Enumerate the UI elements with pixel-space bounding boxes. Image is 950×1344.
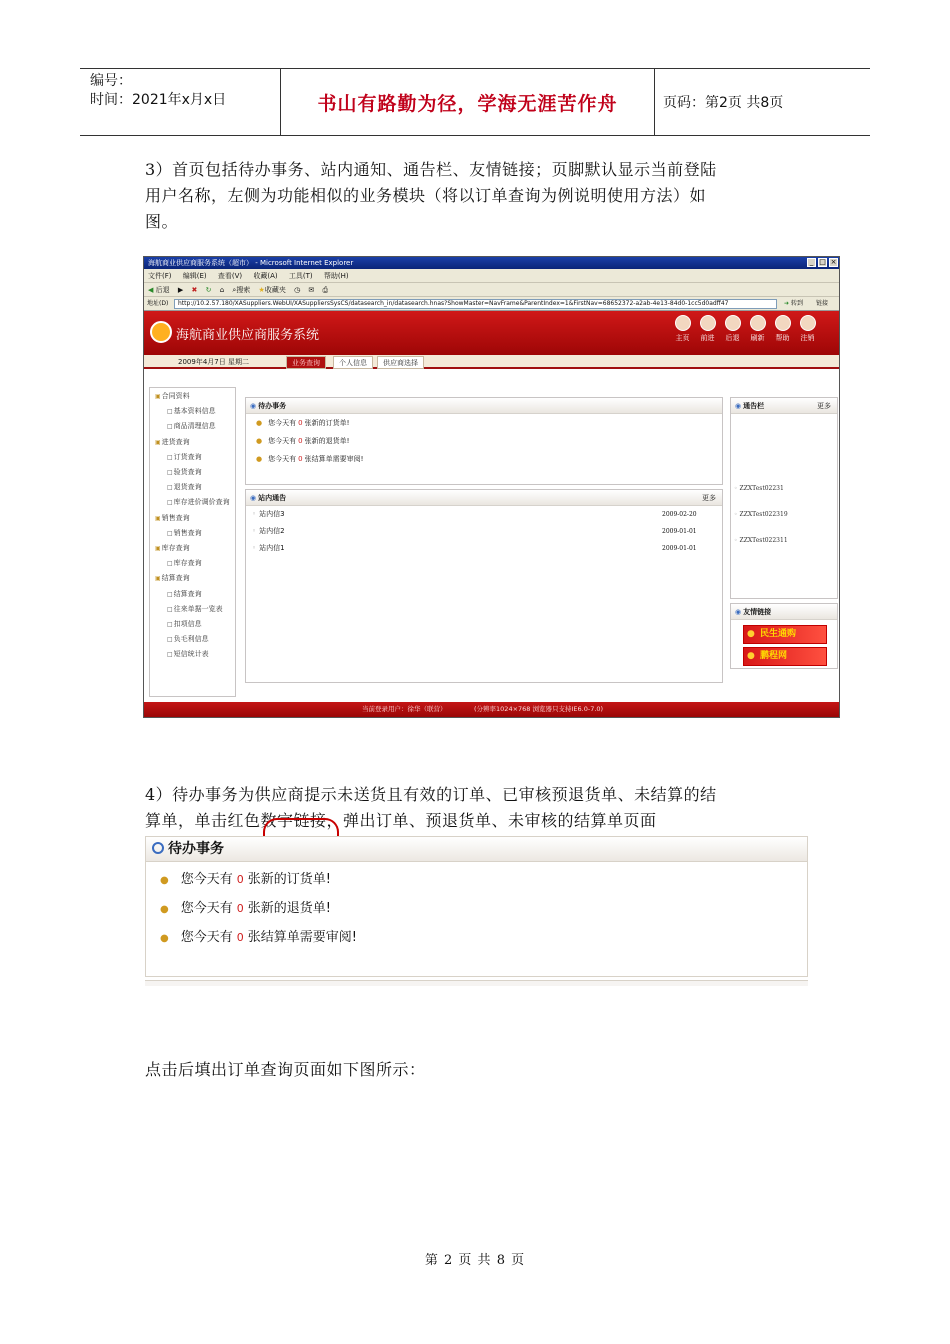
link-minsheng[interactable]: ● 民生通购 — [743, 625, 827, 644]
stop-icon[interactable]: ✖ — [191, 286, 198, 294]
address-input[interactable]: http://10.2.57.180/XASuppliers.WebUI/XASuppliersSysCS/datasearch_in/datasearch.hnas?ShowMaster=NavFrame&ParentIndex=1&FirstNav=68652372-a2ab-4e13-84d0-1cc5d0adff47 — [174, 299, 777, 309]
help-icon — [775, 315, 791, 331]
bullet-icon: ● — [160, 875, 169, 886]
refresh-icon[interactable]: ↻ — [205, 286, 212, 294]
return-count-link[interactable]: 0 — [236, 902, 244, 915]
notice-row[interactable] — [246, 506, 722, 523]
board-row[interactable]: ◦ ZZXTest022311 — [731, 528, 837, 554]
notice-date: 2009-01-01 — [662, 545, 697, 552]
links-title: ◉ 友情链接 — [731, 604, 837, 620]
todo-title: ◉ 待办事务 — [246, 398, 722, 414]
back-icon — [725, 315, 741, 331]
notice-header — [246, 490, 722, 506]
system-banner — [144, 311, 839, 355]
sidebar-item[interactable]: □ 负毛利信息 — [155, 632, 235, 647]
todo-post: 张结算单需要审阅! — [304, 455, 364, 463]
todo-row — [246, 432, 722, 450]
number-label: 编号： — [90, 73, 132, 89]
settlement-count-link[interactable]: 0 — [236, 931, 244, 944]
sidebar-item[interactable]: □ 短信统计表 — [155, 647, 235, 662]
search-icon: ⌕ — [232, 286, 237, 294]
todo-row — [146, 895, 807, 924]
todo-pre: 您今天有 — [180, 901, 233, 916]
board-panel — [730, 397, 838, 599]
back-button[interactable] — [148, 286, 170, 294]
history-icon[interactable]: ◷ — [294, 286, 301, 294]
search-button[interactable] — [232, 286, 250, 294]
bullet-icon: ● — [160, 933, 169, 944]
notice-item-title[interactable]: 站内信2 — [259, 527, 285, 535]
nav-home[interactable] — [673, 315, 692, 343]
home-icon — [675, 315, 691, 331]
close-icon[interactable]: × — [830, 258, 837, 266]
sidebar-item[interactable]: □ 基本资料信息 — [155, 404, 235, 419]
address-label: 地址(D) — [147, 300, 169, 307]
sidebar-item[interactable]: □ 库存查询 — [155, 556, 235, 571]
nav-label: 帮助 — [775, 334, 790, 342]
todo-pre: 您今天有 — [180, 872, 233, 887]
notice-date: 2009-02-20 — [662, 511, 697, 518]
todo-row — [146, 866, 807, 895]
sidebar-item[interactable]: □ 订货查询 — [155, 450, 235, 465]
board-row[interactable]: ◦ ZZXTest02231 — [731, 476, 837, 502]
board-header — [731, 398, 837, 414]
top-nav — [673, 315, 817, 343]
notice-item-title[interactable]: 站内信3 — [259, 510, 285, 518]
text-line: 算单，单击红色数字链接，弹出订单、预退货单、未审核的结算单页面 — [145, 811, 657, 830]
board-row[interactable]: ◦ ZZXTest022319 — [731, 502, 837, 528]
go-button[interactable] — [784, 297, 803, 311]
tab-supplier-select[interactable]: 供应商选择 — [377, 356, 424, 369]
todo-screenshot — [145, 836, 808, 988]
header-page-label: 页码：第2页 共8页 — [663, 95, 784, 111]
todo-panel — [245, 397, 723, 485]
notice-more-link[interactable]: 更多 — [702, 494, 716, 502]
system-name: 海航商业供应商服务系统 — [176, 328, 320, 343]
order-count-link[interactable]: 0 — [236, 873, 244, 886]
menu-view[interactable]: 查看(V) — [217, 272, 243, 280]
order-count-link[interactable]: 0 — [298, 419, 303, 427]
page-footer: 第 2 页 共 8 页 — [424, 1253, 526, 1268]
homepage-screenshot — [143, 256, 840, 718]
sidebar-group-purchase[interactable]: ▣ 进货查询 — [155, 435, 235, 450]
notice-date: 2009-01-01 — [662, 528, 697, 535]
forward-icon — [700, 315, 716, 331]
board-spacer — [731, 414, 837, 476]
bullet-icon: ● — [256, 437, 263, 445]
sidebar-item[interactable]: □ 扣项信息 — [155, 617, 235, 632]
text-line: 3）首页包括待办事务、站内通知、通告栏、友情链接；页脚默认显示当前登陆 — [145, 160, 717, 179]
paragraph-intro — [145, 157, 810, 235]
link-pengcheng[interactable]: ● 鹏程网 — [743, 647, 827, 666]
nav-logout[interactable] — [798, 315, 817, 343]
home-icon[interactable]: ⌂ — [219, 286, 225, 294]
resolution-note: (分辨率1024×768 浏览器只支持IE6.0-7.0) — [474, 705, 604, 713]
settlement-count-link[interactable]: 0 — [298, 455, 303, 463]
refresh-icon — [750, 315, 766, 331]
nav-refresh[interactable] — [748, 315, 767, 343]
date-label: 时间：2021年x月x日 — [90, 92, 227, 108]
back-label: 后退 — [155, 286, 170, 294]
notice-title: 站内通告 — [258, 494, 287, 502]
board-more-link[interactable]: 更多 — [817, 402, 831, 410]
tab-business-query[interactable]: 业务查询 — [286, 356, 326, 369]
todo-row — [146, 924, 807, 953]
text-line: 用户名称，左侧为功能相似的业务模块（将以订单查询为例说明使用方法）如 — [145, 186, 707, 205]
todo-post: 张新的退货单! — [247, 901, 331, 916]
todo-post: 张新的订货单! — [304, 419, 350, 427]
back-icon: ◀ — [148, 286, 154, 294]
sidebar-item[interactable]: □ 库存进价调价查询 — [155, 495, 235, 510]
sidebar — [149, 387, 236, 697]
star-icon: ★ — [258, 286, 265, 294]
todo-post: 张新的退货单! — [304, 437, 350, 445]
text-line: 图。 — [145, 212, 179, 231]
todo-pre: 您今天有 — [268, 419, 297, 427]
panel-bottom-edge — [145, 980, 808, 986]
paragraph-result: 点击后填出订单查询页面如下图所示： — [145, 1060, 426, 1079]
current-date: 2009年4月7日 星期二 — [178, 358, 249, 366]
links-label[interactable]: 链接 — [816, 300, 829, 307]
paragraph-todo — [145, 782, 810, 834]
nav-back[interactable] — [723, 315, 742, 343]
todo-pre: 您今天有 — [268, 455, 297, 463]
sidebar-group-contract[interactable]: ▣ 合同资料 — [155, 389, 235, 404]
nav-help[interactable] — [773, 315, 792, 343]
bullet-icon: ● — [256, 419, 263, 427]
menu-tools[interactable]: 工具(T) — [288, 272, 313, 280]
search-label: 搜索 — [236, 286, 251, 294]
menu-favorites[interactable]: 收藏(A) — [253, 272, 278, 280]
notice-item-title[interactable]: 站内信1 — [259, 544, 285, 552]
sidebar-item[interactable]: □ 销售查询 — [155, 526, 235, 541]
todo-pre: 您今天有 — [180, 930, 233, 945]
header-motto: 书山有路勤为径，学海无涯苦作舟 — [281, 69, 655, 135]
sidebar-item[interactable]: □ 商品清理信息 — [155, 419, 235, 434]
menu-file[interactable]: 文件(F) — [148, 272, 172, 280]
links-panel — [730, 603, 838, 669]
ie-menu-bar — [144, 269, 839, 283]
todo-post: 张结算单需要审阅! — [247, 930, 357, 945]
window-title: 海航商业供应商服务系统（超市） - Microsoft Internet Explorer — [148, 259, 354, 267]
bullet-icon: ● — [256, 455, 263, 463]
go-label: 转到 — [790, 300, 803, 307]
print-icon[interactable]: ⎙ — [322, 286, 329, 294]
maximize-icon[interactable]: □ — [819, 258, 826, 266]
nav-forward[interactable] — [698, 315, 717, 343]
tab-personal-info[interactable]: 个人信息 — [333, 356, 373, 369]
footer-bar — [144, 702, 839, 717]
page-header — [80, 68, 870, 136]
todo-post: 张新的订货单! — [247, 872, 331, 887]
sidebar-item[interactable]: □ 往来单据一览表 — [155, 602, 235, 617]
menu-help[interactable]: 帮助(H) — [323, 272, 349, 280]
todo-zoom-header — [145, 836, 808, 862]
mail-icon[interactable]: ✉ — [308, 286, 315, 294]
sidebar-item[interactable]: □ 结算查询 — [155, 587, 235, 602]
menu-edit[interactable]: 编辑(E) — [182, 272, 207, 280]
bullet-icon: ● — [160, 904, 169, 915]
todo-zoom-body — [145, 862, 808, 977]
sidebar-group-stock[interactable]: ▣ 库存查询 — [155, 541, 235, 556]
nav-label: 前进 — [700, 334, 715, 342]
todo-row — [246, 414, 722, 432]
sidebar-group-sales[interactable]: ▣ 销售查询 — [155, 511, 235, 526]
logo-icon — [150, 321, 172, 343]
sidebar-item[interactable]: □ 验货查询 — [155, 465, 235, 480]
red-highlight-mark — [263, 818, 339, 836]
sidebar-group-settlement[interactable]: ▣ 结算查询 — [155, 571, 235, 586]
notice-row[interactable] — [246, 540, 722, 557]
favorites-button[interactable] — [259, 286, 286, 294]
notice-panel — [245, 489, 723, 683]
return-count-link[interactable]: 0 — [298, 437, 303, 445]
todo-pre: 您今天有 — [268, 437, 297, 445]
header-meta — [80, 69, 281, 135]
ie-title-bar — [144, 257, 839, 269]
board-title: 通告栏 — [743, 402, 765, 410]
go-arrow-icon: ➜ — [784, 300, 790, 307]
nav-label: 主页 — [675, 334, 690, 342]
logout-icon — [800, 315, 816, 331]
tabs-bar — [144, 355, 839, 369]
text-line: 4）待办事务为供应商提示未送货且有效的订单、已审核预退货单、未结算的结 — [145, 785, 717, 804]
minimize-icon[interactable]: _ — [807, 258, 816, 267]
current-user: 当前登录用户：徐华（联营） — [362, 705, 447, 713]
clock-icon — [152, 842, 164, 854]
sidebar-item[interactable]: □ 退货查询 — [155, 480, 235, 495]
ie-toolbar — [144, 283, 839, 297]
nav-label: 注销 — [800, 334, 815, 342]
ie-address-bar — [144, 297, 839, 311]
todo-row — [246, 450, 722, 468]
notice-row[interactable] — [246, 523, 722, 540]
forward-icon[interactable]: ▶ — [177, 286, 184, 294]
nav-label: 后退 — [725, 334, 740, 342]
nav-label: 刷新 — [750, 334, 765, 342]
favorites-label: 收藏夹 — [264, 286, 286, 294]
todo-zoom-title: 待办事务 — [168, 841, 224, 857]
